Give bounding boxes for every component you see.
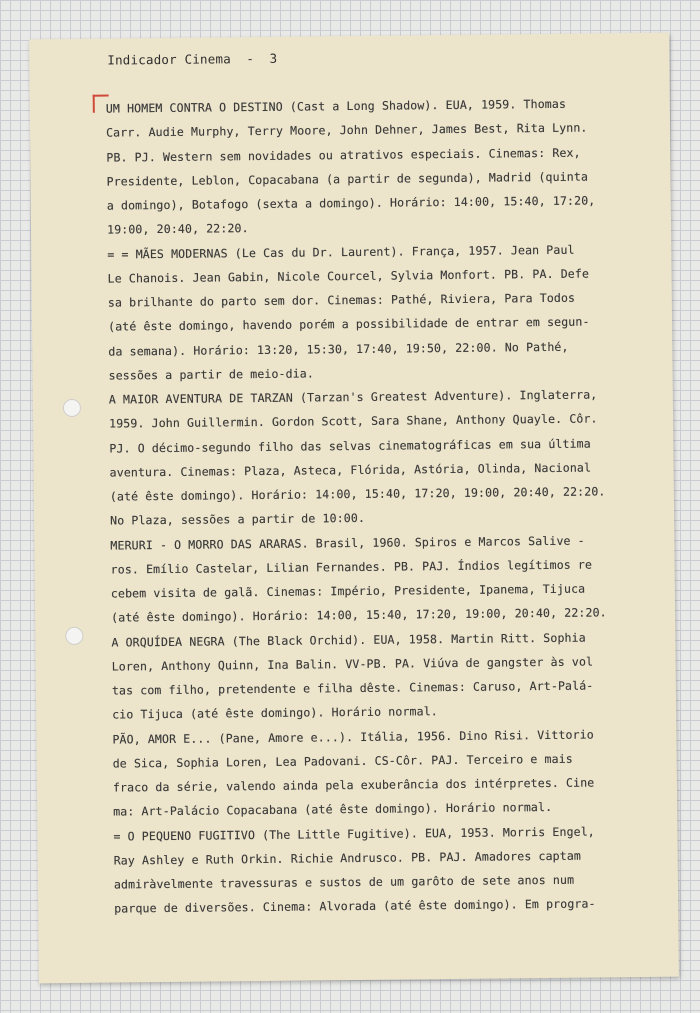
text-line: cebem visita de galã. Cinemas: Império, Presidente, Ipanema, Tijuca	[110, 581, 586, 601]
text-line: 1959. John Guillermin. Gordon Scott, Sara Shane, Anthony Quayle. Côr.	[109, 411, 598, 431]
text-line: tas com filho, pretendente e filha dêste. Cinemas: Caruso, Art-Palá-	[111, 678, 594, 698]
punch-hole	[63, 399, 81, 417]
text-line: ros. Emílio Castelar, Lilian Fernandes. PB. PAJ. Índios legítimos re	[110, 557, 593, 577]
text-line: Presidente, Leblon, Copacabana (a partir de segunda), Madrid (quinta	[106, 169, 589, 189]
typewritten-page	[29, 33, 679, 984]
text-line: fraco da série, valendo ainda pela exuberância dos intérpretes. Cine	[112, 775, 595, 795]
text-line: UM HOMEM CONTRA O DESTINO (Cast a Long Shadow). EUA, 1959. Thomas	[105, 96, 567, 116]
text-line: ma: Art-Palácio Copacabana (até êste domingo). Horário normal.	[113, 800, 553, 819]
text-line: PÃO, AMOR E... (Pane, Amore e...). Itália, 1956. Dino Risi. Vittorio	[112, 727, 594, 747]
text-line: 19:00, 20:40, 22:20.	[107, 221, 249, 237]
text-line: MERURI - O MORRO DAS ARARAS. Brasil, 1960. Spiros e Marcos Salive -	[110, 533, 585, 553]
page-header: Indicador Cinema - 3	[107, 50, 278, 68]
text-line: aventura. Cinemas: Plaza, Asteca, Flórida, Astória, Olinda, Nacional	[109, 460, 592, 480]
text-line: = O PEQUENO FUGITIVO (The Little Fugitive). EUA, 1953. Morris Engel,	[113, 823, 595, 844]
text-line: Ray Ashley e Ruth Orkin. Richie Andrusco. PB. PAJ. Amadores captam	[113, 848, 582, 868]
text-line: parque de diversões. Cinema: Alvorada (até êste domingo). Em progra-	[114, 896, 596, 916]
text-line: (até êste domingo, havendo porém a possibilidade de entrar em segun-	[108, 314, 590, 334]
text-line: Carr. Audie Murphy, Terry Moore, John Dehner, James Best, Rita Lynn.	[105, 120, 588, 140]
text-line: (até êste domingo). Horário: 14:00, 15:40, 17:20, 19:00, 20:40, 22:20.	[111, 605, 607, 625]
text-line: da semana). Horário: 13:20, 15:30, 17:40, 19:50, 22:00. No Pathé,	[108, 339, 569, 359]
text-line: Le Chanois. Jean Gabin, Nicole Courcel, Sylvia Monfort. PB. PA. Defe	[107, 266, 590, 286]
text-line: cio Tijuca (até êste domingo). Horário normal.	[112, 704, 438, 722]
text-line: PJ. O décimo-segundo filho das selvas cinematográficas em sua última	[109, 436, 591, 456]
text-line: = = MÃES MODERNAS (Le Cas du Dr. Laurent). França, 1957. Jean Paul	[107, 242, 575, 262]
text-line: A MAIOR AVENTURA DE TARZAN (Tarzan's Greatest Adventure). Inglaterra,	[108, 387, 598, 407]
text-line: admiràvelmente travessuras e sustos de um garôto de sete anos num	[113, 872, 575, 892]
text-line: Loren, Anthony Quinn, Ina Balin. VV-PB. PA. Viúva de gangster às vol	[111, 654, 594, 674]
review-text-block	[106, 91, 655, 921]
text-line: a domingo), Botafogo (sexta a domingo). Horário: 14:00, 15:40, 17:20,	[106, 193, 596, 213]
text-line: sessões a partir de meio-dia.	[108, 366, 314, 383]
text-line: sa brilhante do parto sem dor. Cinemas: Pathé, Riviera, Para Todos	[107, 290, 576, 310]
text-line: No Plaza, sessões a partir de 10:00.	[110, 511, 366, 528]
text-line: de Sica, Sophia Loren, Lea Padovani. CS-Côr. PAJ. Terceiro e mais	[112, 751, 573, 771]
text-line: PB. PJ. Western sem novidades ou atrativos especiais. Cinemas: Rex,	[106, 145, 581, 165]
text-line: (até êste domingo). Horário: 14:00, 15:40, 17:20, 19:00, 20:40, 22:20.	[109, 484, 606, 504]
text-line: A ORQUÍDEA NEGRA (The Black Orchid). EUA, 1958. Martin Ritt. Sophia	[111, 630, 586, 650]
punch-hole	[65, 627, 83, 645]
